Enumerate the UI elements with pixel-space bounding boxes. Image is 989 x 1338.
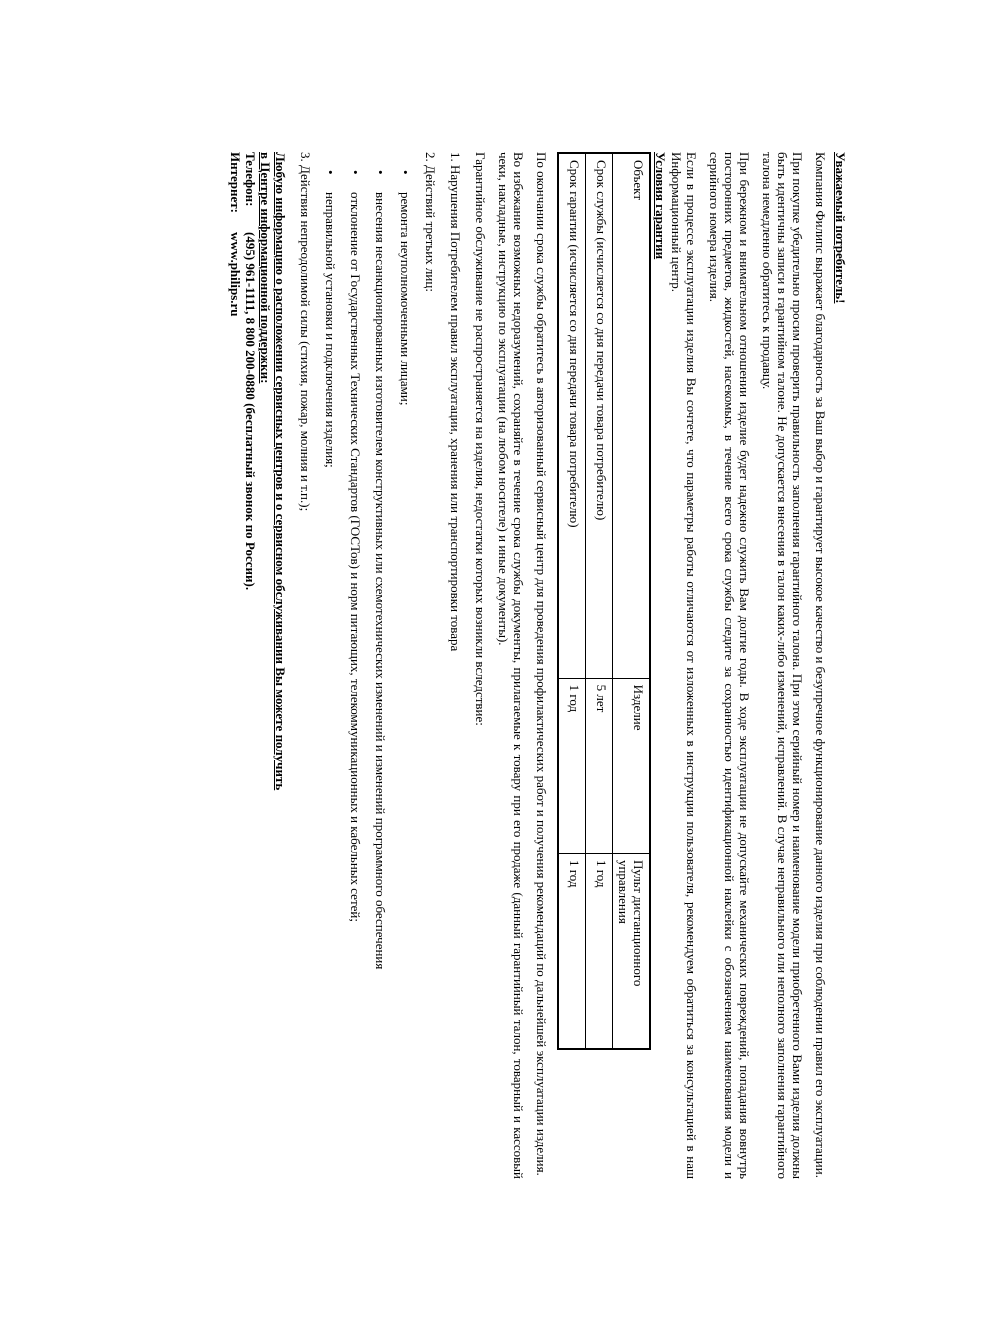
exclusions-paragraph: Гарантийное обслуживание не распространяется на изделия, недостатки которых возникли вследствие: [473, 152, 488, 726]
phone-label: Телефон: [243, 152, 258, 207]
table-cell: Срок службы (исчисляется со дня передачи товара потребителю) [586, 153, 613, 678]
table-cell: 5 лет [586, 678, 613, 853]
table-header-cell: Пульт дистанционного управления [613, 853, 651, 1049]
table-cell: 1 год [558, 678, 586, 853]
document-body [228, 152, 848, 1179]
exclusion-item-1: 1. Нарушения Потребителем правил эксплуатации, хранения или транспортировки товара [448, 152, 463, 652]
table-cell: 1 год [558, 853, 586, 1049]
web-link[interactable]: www.philips.ru [228, 232, 243, 317]
greeting-title: Уважаемый потребитель! [833, 152, 848, 304]
intro-paragraph: Компания Филипс выражает благодарность за Ваш выбор и гарантирует высокое качество и безупречное функционирование данного изделия при соблюдении правил его эксплуатации. [813, 152, 828, 1178]
warranty-table [557, 152, 651, 1050]
purchase-paragraph: При покупке убедительно просим проверить правильность заполнения гарантийного талона. При этом серийный номер и наименование модели приобретенного Вами изделия должны быть идентичны записи в гарантийном талоне. Не допускается внесения в талон каких-либо изменений, исправлений. В случае неправильного или неполного заполнения гарантийного талона немедленно обратитесь к продавцу. [760, 152, 805, 1179]
bullet-item: • отклонение от Государственных Технических Стандартов (ГОСТов) и норм питающих, телекоммуникационных и кабельных сетей; [348, 152, 363, 1179]
service-paragraph: По окончании срока службы обратитесь в авторизованный сервисный центр для проведения профилактических работ и получения рекомендаций по дальнейшей эксплуатации изделия. [534, 152, 549, 1176]
table-header-cell: Изделие [613, 678, 651, 853]
exclusion-item-2: 2. Действий третьих лиц: [423, 152, 438, 292]
table-cell: 1 год [586, 853, 613, 1049]
table-row [558, 153, 586, 1049]
table-header-cell: Объект [613, 153, 651, 678]
exclusion-item-3: 3. Действия непреодолимой силы (стихия, пожар, молния и т.п.); [298, 152, 313, 512]
table-cell: Срок гарантии (исчисляется со дня передачи товара потребителю) [558, 153, 586, 678]
bullet-item: • внесения несанкционированных изготовителем конструктивных или схемотехнических изменений и изменений программного обеспечения [373, 152, 388, 1179]
web-row [228, 152, 243, 1179]
params-paragraph: Если в процессе эксплуатации изделия Вы сочтете, что параметры работы отличаются от изложенных в инструкции пользователя, рекомендуем обратиться за консультацией в наш Информационный центр. [669, 152, 699, 1179]
table-header-row [613, 153, 651, 1049]
contacts-block [228, 152, 288, 1179]
web-label: Интернет: [228, 152, 243, 213]
bullet-item: • неправильной установки и подключения изделия; [323, 152, 338, 1179]
bullet-item: • ремонта неуполномоченными лицами; [398, 152, 413, 1179]
phone-value: (495) 961-1111, 8 800 200-0880 (бесплатный звонок по России). [243, 232, 258, 591]
table-row [586, 153, 613, 1049]
contacts-intro: Любую информацию о расположении сервисных центров и о сервисном обслуживании Вы можете получить [273, 152, 288, 791]
documents-paragraph: Во избежание возможных недоразумений, сохраняйте в течение срока службы документы, прилагаемые к товару при его продаже (данный гарантийный талон, товарный и кассовый чеки, накладные, инструкцию по эксплуатации (на любом носителе) и иные документы). [496, 152, 526, 1179]
contacts-center: в Центре информационной поддержки: [258, 152, 273, 384]
care-paragraph: При бережном и внимательном отношении изделие будет надежно служить Вам долгие годы. В ходе эксплуатации не допускайте механических повреждений, попадания вовнутрь посторонних предметов, жидкостей, насекомых, в течение всего срока службы следите за сохранностью идентификационной наклейки с обозначением наименования модели и серийного номера изделия. [707, 152, 752, 1179]
warranty-heading: Условия гарантии [653, 152, 668, 260]
phone-row [243, 152, 258, 1179]
